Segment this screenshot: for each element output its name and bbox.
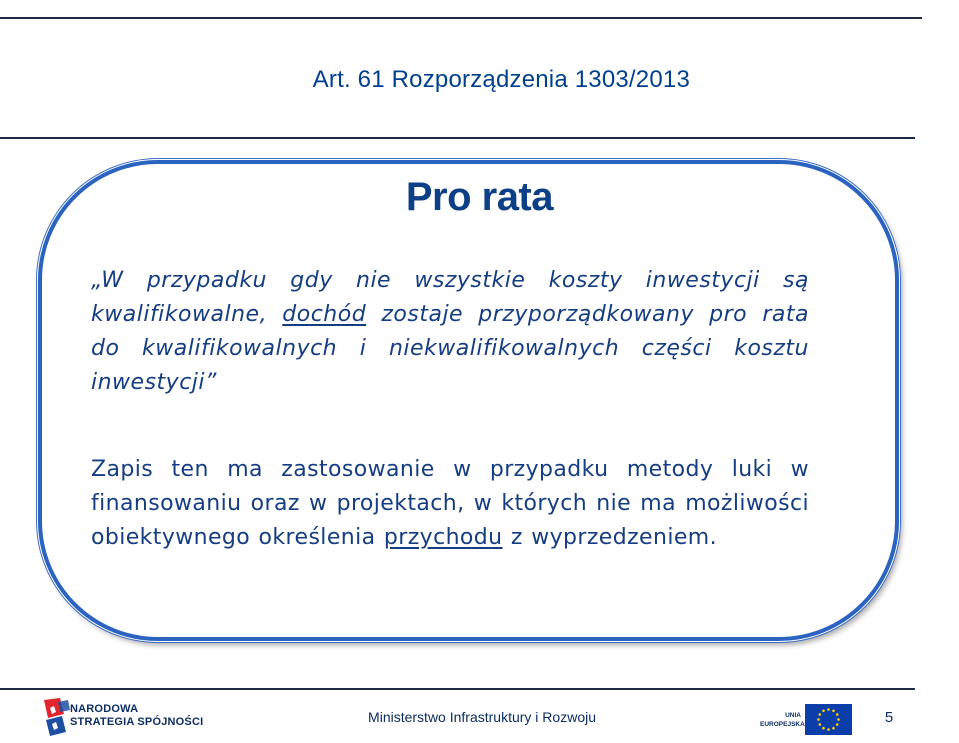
quote-underlined-term: dochód	[282, 302, 367, 327]
note-text-part2: z wyprzedzeniem.	[502, 525, 717, 550]
eu-label	[760, 711, 805, 729]
page-number: 5	[884, 709, 894, 726]
footer-ministry-name: Ministerstwo Infrastruktury i Rozwoju	[368, 709, 596, 725]
quote-text-part2: zostaje przyporządkowany pro rata do kwalifikowalnych i niekwalifikowalnych części kosztu inwestycji”	[91, 302, 809, 395]
eu-flag-icon	[805, 704, 852, 735]
slide-title: Art. 61 Rozporządzenia 1303/2013	[312, 66, 690, 93]
box-heading: Pro rata	[405, 175, 553, 219]
header-divider-line	[0, 137, 915, 139]
eu-label-line2: EUROPEJSKA	[760, 721, 805, 728]
nss-logo-line2: STRATEGIA SPÓJNOŚCI	[70, 716, 204, 728]
rounded-content-box	[38, 160, 899, 641]
quote-text-part1: „W przypadku gdy nie wszystkie koszty inwestycji są kwalifikowalne,	[91, 268, 809, 327]
regulation-quote	[91, 264, 809, 400]
note-underlined-term: przychodu	[383, 525, 503, 550]
application-note	[91, 453, 809, 555]
eu-label-line1: UNIA	[785, 712, 801, 719]
footer-divider-line	[0, 688, 915, 690]
nss-logo-line1: NARODOWA	[70, 703, 139, 715]
note-text-part1: Zapis ten ma zastosowanie w przypadku metody luki w finansowaniu oraz w projektach, w których nie ma możliwości obiektywnego określenia	[91, 457, 809, 550]
top-divider-line	[0, 17, 922, 19]
